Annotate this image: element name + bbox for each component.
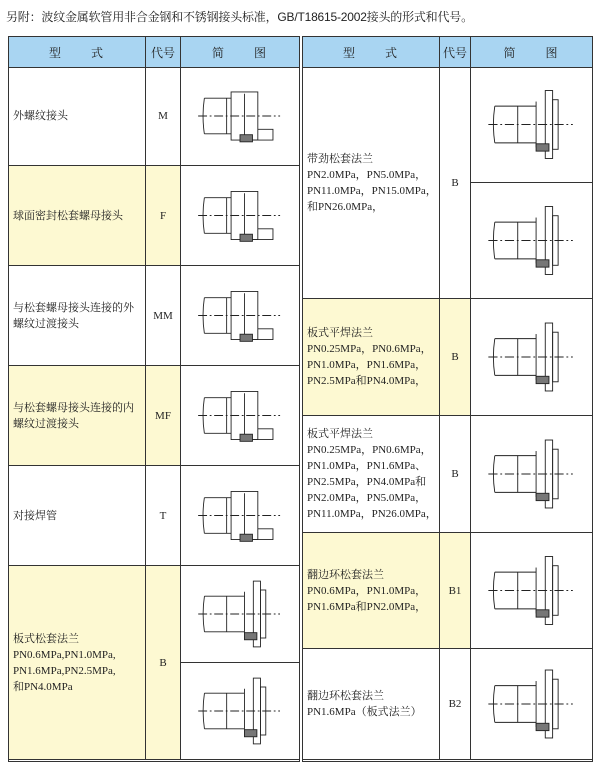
type-name: 板式平焊法兰 bbox=[307, 327, 373, 339]
type-name: 翻边环松套法兰 bbox=[307, 690, 384, 702]
row-diagram bbox=[181, 566, 299, 663]
fitting-diagram-icon bbox=[481, 541, 582, 640]
fitting-diagram-icon bbox=[191, 671, 289, 751]
row-type bbox=[303, 533, 440, 649]
row-code: T bbox=[146, 466, 181, 566]
row-code: B bbox=[440, 299, 471, 416]
header-code: 代号 bbox=[440, 37, 471, 67]
row-diagram bbox=[471, 183, 592, 299]
row-code: M bbox=[146, 67, 181, 166]
row-diagram bbox=[471, 416, 592, 533]
header-diagram: 简 图 bbox=[211, 45, 268, 60]
type-name: 外螺纹接头 bbox=[13, 110, 68, 122]
row-code: F bbox=[146, 166, 181, 266]
fitting-diagram-icon bbox=[481, 191, 582, 290]
page-title: 另附：波纹金属软管用非合金钢和不锈钢接头标准，GB/T18615-2002接头的形式和代号。 bbox=[6, 10, 473, 24]
type-name: 对接焊管 bbox=[13, 509, 57, 522]
header-type: 型 式 bbox=[303, 37, 440, 67]
row-type bbox=[9, 366, 146, 466]
row-code: B bbox=[440, 67, 471, 299]
type-name: 翻边环松套法兰 bbox=[307, 568, 384, 581]
row-code: B2 bbox=[440, 649, 471, 760]
left-table bbox=[8, 36, 300, 762]
row-diagram bbox=[181, 366, 299, 466]
fitting-diagram-icon bbox=[191, 474, 289, 557]
row-type bbox=[9, 266, 146, 366]
fitting-diagram-icon bbox=[481, 424, 582, 524]
row-type bbox=[303, 649, 440, 760]
row-type bbox=[303, 299, 440, 416]
row-type bbox=[9, 67, 146, 166]
type-name: 带劲松套法兰 bbox=[307, 152, 373, 165]
header-diagram: 简 图 bbox=[503, 45, 560, 60]
row-diagram bbox=[181, 67, 299, 166]
type-name: 板式松套法兰 bbox=[13, 632, 79, 645]
header-code: 代号 bbox=[146, 37, 181, 67]
row-code: B1 bbox=[440, 533, 471, 649]
row-diagram bbox=[471, 533, 592, 649]
fitting-diagram-icon bbox=[481, 307, 582, 407]
row-diagram bbox=[181, 166, 299, 266]
pressure-ratings: PN0.25MPa，PN0.6MPa， PN1.0MPa，PN1.6MPa， PN2.5MPa和PN4.0MPa， bbox=[307, 343, 432, 387]
fitting-diagram-icon bbox=[481, 75, 582, 174]
row-diagram bbox=[471, 649, 592, 760]
fitting-diagram-icon bbox=[191, 174, 289, 257]
row-diagram bbox=[471, 299, 592, 416]
row-code: MF bbox=[146, 366, 181, 466]
row-code: MM bbox=[146, 266, 181, 366]
fitting-diagram-icon bbox=[191, 75, 289, 157]
type-name: 与松套螺母接头连接的外螺纹过渡接头 bbox=[13, 301, 134, 330]
row-type bbox=[9, 166, 146, 266]
row-diagram bbox=[471, 67, 592, 183]
row-type bbox=[303, 416, 440, 533]
header-type: 型 式 bbox=[9, 37, 146, 67]
pressure-ratings: PN1.6MPa（板式法兰） bbox=[307, 706, 422, 718]
fitting-diagram-icon bbox=[191, 574, 289, 654]
pressure-ratings: PN0.25MPa，PN0.6MPa， PN1.0MPa，PN1.6MPa、 PN2.5MPa，PN4.0MPa和 PN2.0MPa，PN5.0MPa， PN11.0MPa，PN26.0MPa， bbox=[307, 444, 437, 520]
type-name: 板式平焊法兰 bbox=[307, 428, 373, 440]
row-type bbox=[303, 67, 440, 299]
type-name: 球面密封松套螺母接头 bbox=[13, 209, 123, 222]
type-name: 与松套螺母接头连接的内螺纹过渡接头 bbox=[13, 401, 134, 430]
row-type bbox=[9, 566, 146, 760]
row-diagram bbox=[181, 266, 299, 366]
right-table bbox=[302, 36, 593, 762]
row-code: B bbox=[146, 566, 181, 760]
table-header bbox=[303, 37, 592, 68]
row-diagram bbox=[181, 663, 299, 760]
row-type bbox=[9, 466, 146, 566]
pressure-ratings: PN0.6MPa，PN1.0MPa， PN1.6MPa和PN2.0MPa， bbox=[307, 584, 427, 613]
fitting-diagram-icon bbox=[191, 274, 289, 357]
row-code: B bbox=[440, 416, 471, 533]
fitting-diagram-icon bbox=[191, 374, 289, 457]
table-header bbox=[9, 37, 299, 68]
fitting-diagram-icon bbox=[481, 657, 582, 751]
pressure-ratings: PN0.6MPa,PN1.0MPa, PN1.6MPa,PN2.5MPa, 和PN4.0MPa bbox=[13, 648, 116, 693]
row-diagram bbox=[181, 466, 299, 566]
pressure-ratings: PN2.0MPa，PN5.0MPa， PN11.0MPa，PN15.0MPa， 和PN26.0MPa， bbox=[307, 168, 437, 213]
